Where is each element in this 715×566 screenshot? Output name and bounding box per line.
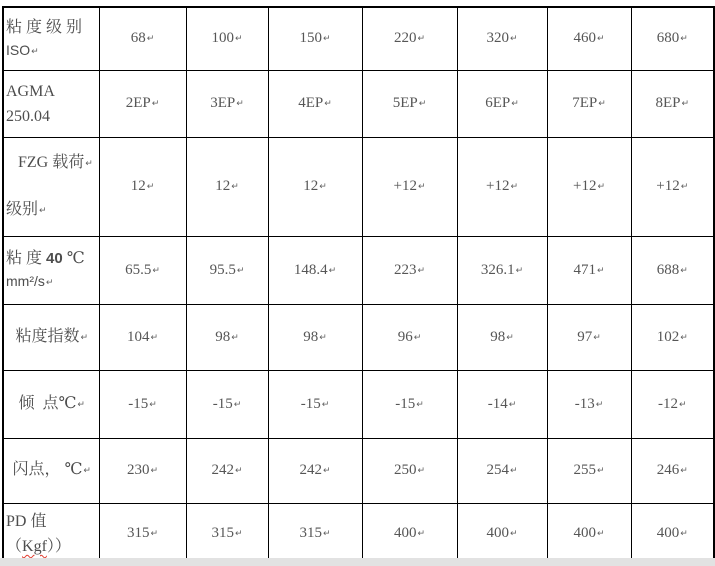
return-mark-icon: ↵ xyxy=(233,399,242,410)
table-cell xyxy=(362,236,457,304)
return-mark-icon: ↵ xyxy=(417,529,426,540)
cell-value: 250 xyxy=(393,462,417,478)
table-cell xyxy=(186,503,268,565)
table-cell xyxy=(362,137,457,236)
cell-value: 246 xyxy=(656,462,680,478)
return-mark-icon: ↵ xyxy=(150,332,159,343)
cell-value: 100 xyxy=(211,30,234,47)
return-mark-icon: ↵ xyxy=(417,34,426,45)
return-mark-icon: ↵ xyxy=(328,265,337,276)
page-bottom-strip xyxy=(0,558,715,566)
return-mark-icon: ↵ xyxy=(413,332,422,343)
cell-value: 96 xyxy=(397,328,413,345)
return-mark-icon: ↵ xyxy=(593,332,601,343)
table-cell xyxy=(99,438,186,503)
cell-value: 400 xyxy=(573,525,596,542)
cell-value: 95.5 xyxy=(209,261,236,278)
return-mark-icon: ↵ xyxy=(678,399,687,410)
header-line1 xyxy=(6,509,99,559)
return-mark-icon: ↵ xyxy=(598,99,606,109)
cell-value: 2EP xyxy=(125,95,151,111)
cell-value: 460 xyxy=(573,30,596,47)
table-cell xyxy=(362,370,457,438)
iso-label: ISO xyxy=(6,42,31,59)
cell-value: -15 xyxy=(128,395,149,412)
return-mark-icon: ↵ xyxy=(595,399,604,410)
table-cell xyxy=(99,137,186,236)
return-mark-icon: ↵ xyxy=(322,34,331,45)
header-line1: 粘 度 级 别 xyxy=(6,19,83,37)
viscosity-index-label: 粘度指数 xyxy=(15,327,80,345)
header-line2 xyxy=(6,271,98,294)
table-cell xyxy=(457,438,547,503)
table-cell xyxy=(631,438,714,503)
row-header-viscosity-40c xyxy=(3,236,99,304)
return-mark-icon: ↵ xyxy=(680,265,688,276)
header-line1 xyxy=(6,457,98,484)
table-cell xyxy=(631,70,714,137)
fzg-label2: 级别 xyxy=(6,200,39,218)
table-cell xyxy=(186,370,268,438)
table-cell xyxy=(186,7,268,70)
cell-value: 400 xyxy=(393,525,417,542)
cell-value: +12 xyxy=(393,178,417,194)
return-mark-icon: ↵ xyxy=(319,332,327,343)
cell-value: 65.5 xyxy=(125,261,152,278)
return-mark-icon: ↵ xyxy=(416,399,424,410)
table-cell xyxy=(268,438,362,503)
table-cell xyxy=(631,503,714,565)
cell-value: 12 xyxy=(130,178,146,194)
return-mark-icon: ↵ xyxy=(596,466,605,476)
table-cell xyxy=(268,503,362,565)
table-row-agma xyxy=(3,70,714,137)
return-mark-icon: ↵ xyxy=(511,99,519,109)
return-mark-icon: ↵ xyxy=(596,529,605,540)
fzg-label: FZG 载荷 xyxy=(18,153,85,171)
return-mark-icon: ↵ xyxy=(680,34,688,45)
table-cell xyxy=(457,7,547,70)
return-mark-icon: ↵ xyxy=(39,205,47,216)
return-mark-icon: ↵ xyxy=(83,466,91,476)
table-cell xyxy=(547,7,631,70)
return-mark-icon: ↵ xyxy=(506,332,514,343)
row-header-flash-point xyxy=(3,438,99,503)
return-mark-icon: ↵ xyxy=(597,182,605,192)
return-mark-icon: ↵ xyxy=(236,265,245,276)
row-header-pour-point xyxy=(3,370,99,438)
table-cell xyxy=(547,137,631,236)
temp-40-label: 40 xyxy=(46,250,63,267)
table-cell xyxy=(631,137,714,236)
cell-value: 150 xyxy=(299,30,322,47)
cell-value: 98 xyxy=(490,328,506,345)
cell-value: 6EP xyxy=(485,95,511,111)
cell-value: 230 xyxy=(126,462,150,478)
cell-value: 68 xyxy=(130,30,146,47)
table-cell xyxy=(268,304,362,370)
row-header-fzg xyxy=(3,137,99,236)
return-mark-icon: ↵ xyxy=(152,265,160,276)
cell-value: 254 xyxy=(486,462,509,478)
return-mark-icon: ↵ xyxy=(418,99,427,109)
return-mark-icon: ↵ xyxy=(146,34,155,45)
cell-value: 320 xyxy=(486,30,509,47)
lubricant-spec-table xyxy=(2,6,715,566)
return-mark-icon: ↵ xyxy=(234,529,243,540)
header-line1 xyxy=(6,246,98,271)
return-mark-icon: ↵ xyxy=(324,99,332,109)
table-row-pd-value xyxy=(3,503,714,565)
return-mark-icon: ↵ xyxy=(149,399,157,410)
table-cell xyxy=(268,137,362,236)
cell-value: 12 xyxy=(303,178,319,194)
return-mark-icon: ↵ xyxy=(231,332,239,343)
cell-value: 223 xyxy=(393,261,417,278)
row-header-viscosity-index xyxy=(3,304,99,370)
table-cell xyxy=(268,236,362,304)
return-mark-icon: ↵ xyxy=(596,34,605,45)
cell-value: -15 xyxy=(212,395,233,412)
pd-label-suffix: ）） xyxy=(46,537,71,555)
return-mark-icon: ↵ xyxy=(417,182,426,192)
cell-value: 315 xyxy=(126,525,150,542)
cell-value: 4EP xyxy=(298,95,324,111)
viscosity-label: 粘 度 xyxy=(6,250,47,267)
header-line1 xyxy=(6,391,98,418)
cell-value: 97 xyxy=(577,328,593,345)
cell-value: 220 xyxy=(393,30,417,47)
return-mark-icon: ↵ xyxy=(150,466,159,476)
return-mark-icon: ↵ xyxy=(236,99,244,109)
return-mark-icon: ↵ xyxy=(231,182,239,192)
return-mark-icon: ↵ xyxy=(146,182,155,192)
cell-value: 326.1 xyxy=(480,261,515,278)
return-mark-icon: ↵ xyxy=(509,529,518,540)
return-mark-icon: ↵ xyxy=(319,182,327,192)
flash-point-label: 闪点， ℃ xyxy=(12,461,83,478)
cell-value: 98 xyxy=(303,328,319,345)
celsius-label: ℃ xyxy=(62,250,85,267)
table-cell xyxy=(99,370,186,438)
table-cell xyxy=(631,370,714,438)
return-mark-icon: ↵ xyxy=(151,99,160,109)
table-cell xyxy=(362,7,457,70)
cell-value: 680 xyxy=(656,30,680,47)
return-mark-icon: ↵ xyxy=(322,529,331,540)
cell-value: -15 xyxy=(395,395,416,412)
cell-value: 400 xyxy=(486,525,509,542)
cell-value: +12 xyxy=(572,178,597,194)
cell-value: 3EP xyxy=(210,95,236,111)
table-cell xyxy=(99,503,186,565)
row-header-agma xyxy=(3,70,99,137)
cell-value: 242 xyxy=(211,462,234,478)
cell-value: -13 xyxy=(574,395,595,412)
table-cell xyxy=(186,438,268,503)
return-mark-icon: ↵ xyxy=(322,466,331,476)
table-cell xyxy=(547,70,631,137)
table-cell xyxy=(631,7,714,70)
return-mark-icon: ↵ xyxy=(234,34,243,45)
mm2s-label: mm²/s xyxy=(6,273,45,289)
table-cell xyxy=(268,370,362,438)
pd-label-kgf: Kgf xyxy=(22,537,47,555)
return-mark-icon: ↵ xyxy=(681,99,690,109)
table-cell xyxy=(457,70,547,137)
table-cell xyxy=(186,236,268,304)
return-mark-icon: ↵ xyxy=(31,47,39,58)
return-mark-icon: ↵ xyxy=(417,265,426,276)
table-cell xyxy=(186,304,268,370)
table-cell xyxy=(99,70,186,137)
return-mark-icon: ↵ xyxy=(45,278,54,288)
table-row-fzg xyxy=(3,137,714,236)
table-cell xyxy=(186,70,268,137)
table-cell xyxy=(457,503,547,565)
cell-value: 102 xyxy=(656,328,680,345)
return-mark-icon: ↵ xyxy=(509,466,518,476)
return-mark-icon: ↵ xyxy=(80,332,89,343)
table-cell xyxy=(99,236,186,304)
table-row-viscosity-grade-iso xyxy=(3,7,714,70)
table-row-viscosity-index xyxy=(3,304,714,370)
table-cell xyxy=(99,304,186,370)
cell-value: 5EP xyxy=(392,95,418,111)
table-cell xyxy=(362,304,457,370)
table-cell xyxy=(362,503,457,565)
table-cell xyxy=(631,304,714,370)
return-mark-icon: ↵ xyxy=(150,529,159,540)
cell-value: 315 xyxy=(211,525,234,542)
return-mark-icon: ↵ xyxy=(234,466,243,476)
cell-value: 688 xyxy=(656,261,680,278)
cell-value: 255 xyxy=(573,462,596,478)
cell-value: 242 xyxy=(299,462,322,478)
cell-value: +12 xyxy=(485,178,510,194)
pour-point-label: 倾 点℃ xyxy=(18,394,77,412)
table-cell xyxy=(268,7,362,70)
table-cell xyxy=(631,236,714,304)
table-cell xyxy=(547,236,631,304)
return-mark-icon: ↵ xyxy=(680,466,688,476)
cell-value: 400 xyxy=(656,525,680,542)
table-cell xyxy=(457,370,547,438)
cell-value: 98 xyxy=(215,328,231,345)
table-cell xyxy=(547,503,631,565)
return-mark-icon: ↵ xyxy=(85,158,93,169)
return-mark-icon: ↵ xyxy=(509,34,518,45)
return-mark-icon: ↵ xyxy=(510,182,518,192)
table-row-flash-point xyxy=(3,438,714,503)
cell-value: +12 xyxy=(656,178,680,194)
table-cell xyxy=(99,7,186,70)
return-mark-icon: ↵ xyxy=(596,265,605,276)
cell-value: 8EP xyxy=(655,95,681,111)
cell-value: 7EP xyxy=(572,95,598,111)
cell-value: 12 xyxy=(215,178,231,194)
table-cell xyxy=(186,137,268,236)
table-row-viscosity-40c xyxy=(3,236,714,304)
cell-value: 148.4 xyxy=(293,261,328,278)
cell-value: 471 xyxy=(573,261,596,278)
table-cell xyxy=(457,236,547,304)
row-header-pd-value xyxy=(3,503,99,565)
table-row-pour-point xyxy=(3,370,714,438)
table-cell xyxy=(268,70,362,137)
table-cell xyxy=(362,438,457,503)
header-line1: AGMA 250.04 xyxy=(6,82,59,125)
table-cell xyxy=(547,370,631,438)
cell-value: -14 xyxy=(487,395,508,412)
pd-label-prefix: PD 值（ xyxy=(6,512,47,555)
header-line1 xyxy=(6,140,98,187)
row-header-viscosity-grade-iso xyxy=(3,7,99,70)
return-mark-icon: ↵ xyxy=(680,182,689,192)
return-mark-icon: ↵ xyxy=(680,529,688,540)
cell-value: 315 xyxy=(299,525,322,542)
header-line2 xyxy=(6,187,98,234)
table-cell xyxy=(547,304,631,370)
table-cell xyxy=(547,438,631,503)
header-line1 xyxy=(6,324,98,351)
cell-value: -12 xyxy=(657,395,678,412)
table-cell xyxy=(362,70,457,137)
return-mark-icon: ↵ xyxy=(508,399,517,410)
table-cell xyxy=(457,304,547,370)
table-cell xyxy=(457,137,547,236)
header-line2 xyxy=(6,40,98,62)
cell-value: 104 xyxy=(126,328,150,345)
cell-value: -15 xyxy=(300,395,321,412)
return-mark-icon: ↵ xyxy=(77,399,85,410)
return-mark-icon: ↵ xyxy=(321,399,330,410)
return-mark-icon: ↵ xyxy=(515,265,524,276)
return-mark-icon: ↵ xyxy=(417,466,426,476)
return-mark-icon: ↵ xyxy=(680,332,688,343)
